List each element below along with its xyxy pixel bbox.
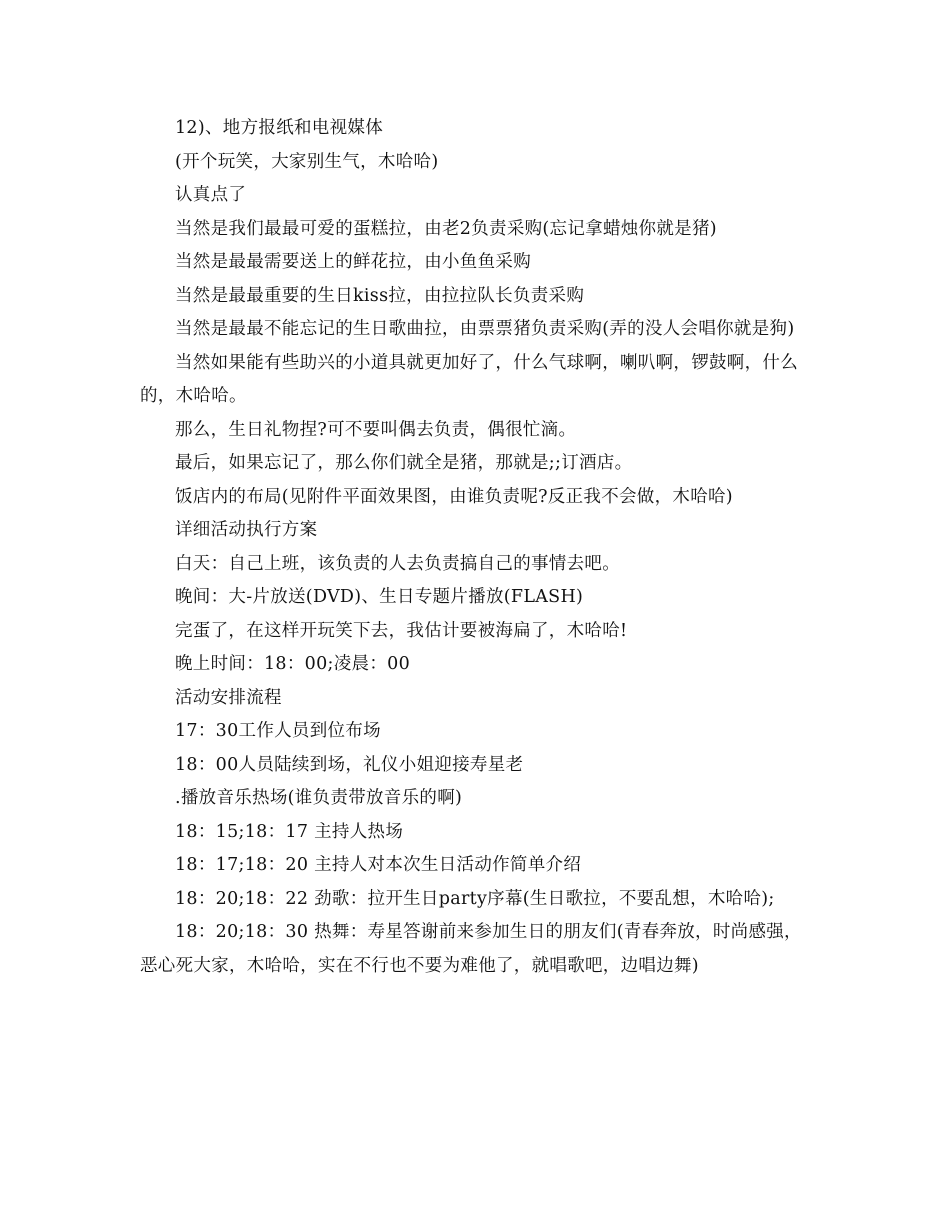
paragraph-9: 那么，生日礼物捏?可不要叫偶去负责，偶很忙滴。 [175,419,577,440]
paragraph-7: 当然是最最不能忘记的生日歌曲拉，由票票猪负责采购(弄的没人会唱你就是狗) [175,319,795,339]
paragraph-4: 当然是我们最最可爱的蛋糕拉，由老2负责采购(忘记拿蜡烛你就是猪) [175,218,717,239]
paragraph-10: 最后，如果忘记了，那么你们就全是猪，那就是;;订酒店。 [175,453,633,473]
paragraph-11: 饭店内的布局(见附件平面效果图，由谁负责呢?反正我不会做，木哈哈) [175,486,733,507]
paragraph-20: .播放音乐热场(谁负责带放音乐的啊) [175,788,463,808]
paragraph-6: 当然是最最重要的生日kiss拉，由拉拉队长负责采购 [175,285,585,306]
paragraph-2: (开个玩笑，大家别生气，木哈哈) [175,151,439,172]
paragraph-23: 18：20;18：22 劲歌：拉开生日party序幕(生日歌拉，不要乱想，木哈哈); [175,888,775,909]
paragraph-21: 18：15;18：17 主持人热场 [175,821,404,842]
paragraph-5: 当然是最最需要送上的鲜花拉，由小鱼鱼采购 [175,252,531,272]
paragraph-3: 认真点了 [175,185,247,205]
paragraph-17: 活动安排流程 [175,687,282,708]
paragraph-18: 17：30工作人员到位布场 [175,721,381,741]
document-body [140,112,815,983]
paragraph-24: 18：20;18：30 热舞：寿星答谢前来参加生日的朋友们(青春奔放，时尚感强，恶心死大家，木哈哈，实在不行也不要为难他了，就唱歌吧，边唱边舞) [140,922,802,976]
paragraph-12: 详细活动执行方案 [175,520,318,540]
paragraph-8: 当然如果能有些助兴的小道具就更加好了，什么气球啊，喇叭啊，锣鼓啊，什么的，木哈哈。 [140,352,798,406]
paragraph-1: 12)、地方报纸和电视媒体 [175,118,383,138]
paragraph-15: 完蛋了，在这样开玩笑下去，我估计要被海扁了，木哈哈! [175,620,628,641]
paragraph-22: 18：17;18：20 主持人对本次生日活动作简单介绍 [175,855,582,875]
paragraph-14: 晚间：大-片放送(DVD)、生日专题片播放(FLASH) [175,587,584,607]
paragraph-19: 18：00人员陆续到场，礼仪小姐迎接寿星老 [175,754,524,775]
paragraph-13: 白天：自己上班，该负责的人去负责搞自己的事情去吧。 [175,553,620,574]
paragraph-16: 晚上时间：18：00;凌晨：00 [175,654,410,674]
